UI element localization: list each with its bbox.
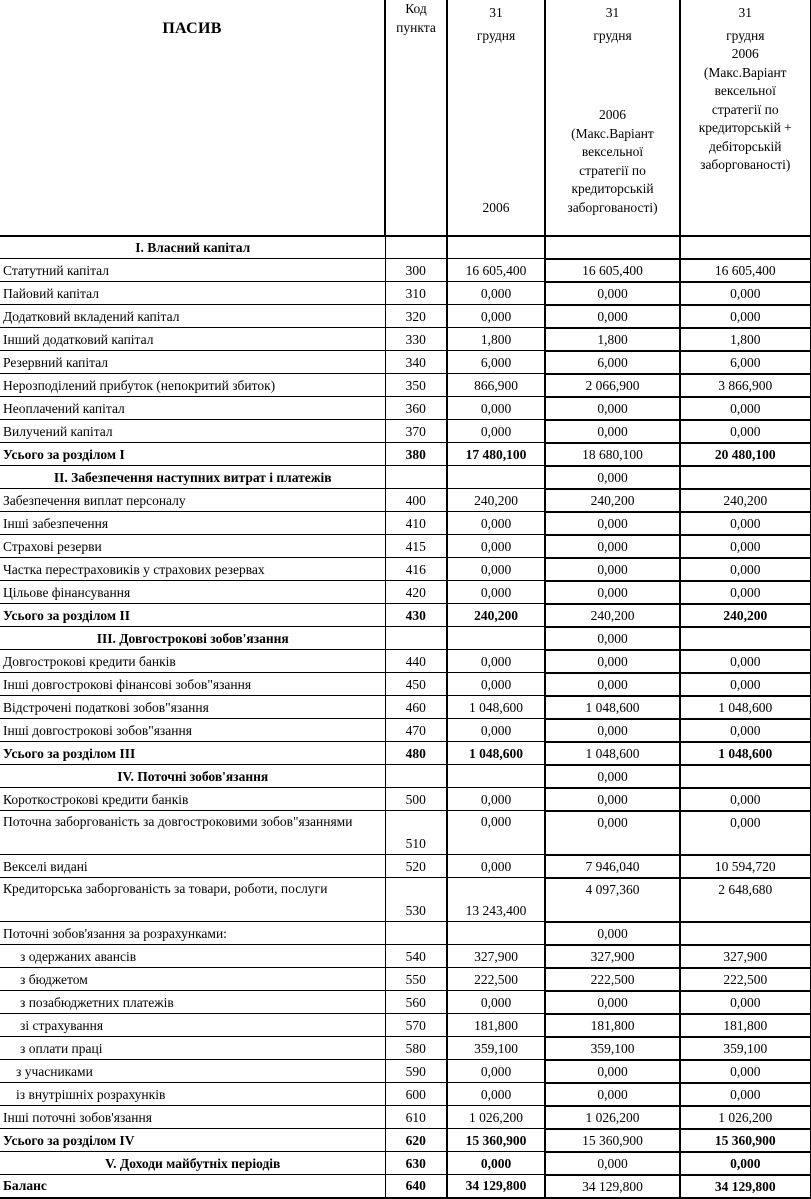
column-header-period-1 [447,0,545,236]
row-value-period-3: 0,000 [680,811,810,855]
table-row [0,1014,810,1037]
row-code: 416 [385,558,447,581]
row-value-period-3 [680,466,810,489]
row-value-period-2: 7 946,040 [545,855,680,878]
column-header-line: 2006 [599,107,626,122]
row-value-period-2 [545,236,680,259]
row-label: зі страхування [0,1014,385,1037]
column-header-line: грудня [726,27,765,43]
table-row [0,719,810,742]
row-code: 590 [385,1060,447,1083]
table-row [0,489,810,512]
row-label: Поточна заборгованість за довгостроковими зобов"язаннями [0,811,385,855]
row-value-period-2: 0,000 [545,765,680,788]
row-value-period-2: 0,000 [545,673,680,696]
row-label: Усього за розділом IV [0,1129,385,1152]
row-value-period-2: 0,000 [545,1060,680,1083]
column-header-line: (Макс.Варіант [571,125,654,141]
row-code: 480 [385,742,447,765]
table-row [0,581,810,604]
row-code: 640 [385,1175,447,1198]
row-value-period-1: 0,000 [447,512,545,535]
code-label-line: пункта [396,19,436,35]
row-value-period-3: 0,000 [680,420,810,443]
row-value-period-2: 0,000 [545,1083,680,1106]
row-value-period-1: 16 605,400 [447,259,545,282]
code-label-line: Код [405,1,427,16]
row-label: Відстрочені податкові зобов"язання [0,696,385,719]
row-value-period-2: 327,900 [545,945,680,968]
row-value-period-3: 1 026,200 [680,1106,810,1129]
row-value-period-1: 6,000 [447,351,545,374]
row-value-period-2: 359,100 [545,1037,680,1060]
row-value-period-1: 0,000 [447,719,545,742]
row-value-period-2: 34 129,800 [545,1175,680,1198]
row-value-period-1: 1 026,200 [447,1106,545,1129]
row-value-period-2: 0,000 [545,305,680,328]
table-row [0,512,810,535]
row-code: 610 [385,1106,447,1129]
section-total-row [0,1152,810,1175]
row-code: 350 [385,374,447,397]
table-row [0,282,810,305]
row-value-period-2: 1,800 [545,328,680,351]
row-code: 330 [385,328,447,351]
row-value-period-3 [680,922,810,945]
row-value-period-2: 0,000 [545,811,680,855]
column-header-line: вексельної [581,144,644,159]
row-label: із внутрішніх розрахунків [0,1083,385,1106]
row-value-period-3: 240,200 [680,489,810,512]
row-value-period-2: 15 360,900 [545,1129,680,1152]
row-value-period-2: 6,000 [545,351,680,374]
column-header-top [683,4,808,175]
row-value-period-1: 0,000 [447,1083,545,1106]
row-value-period-1: 327,900 [447,945,545,968]
table-row [0,650,810,673]
row-value-period-1: 0,000 [447,788,545,811]
table-row [0,1037,810,1060]
row-value-period-2: 0,000 [545,535,680,558]
table-header-row [0,0,810,236]
row-label: Пайовий капітал [0,282,385,305]
column-header-bottom [450,199,542,218]
row-value-period-3: 0,000 [680,535,810,558]
row-value-period-2: 1 048,600 [545,696,680,719]
column-header-line: (Макс.Варіант [703,64,787,80]
row-value-period-2: 0,000 [545,922,680,945]
row-value-period-3: 327,900 [680,945,810,968]
row-value-period-1 [447,765,545,788]
row-value-period-2: 1 026,200 [545,1106,680,1129]
row-value-period-2: 1 048,600 [545,742,680,765]
row-value-period-3: 20 480,100 [680,443,810,466]
row-code: 460 [385,696,447,719]
row-label: з оплати праці [0,1037,385,1060]
row-value-period-2: 0,000 [545,627,680,650]
row-value-period-3: 2 648,680 [680,878,810,922]
column-header-line: 31 [738,5,752,20]
row-value-period-1: 0,000 [447,282,545,305]
row-code: 510 [385,811,447,855]
row-value-period-3: 0,000 [680,788,810,811]
table-row [0,351,810,374]
column-header-line: кредиторській + [698,120,792,135]
row-code: 470 [385,719,447,742]
row-value-period-2: 0,000 [545,719,680,742]
row-code: 620 [385,1129,447,1152]
row-code: 420 [385,581,447,604]
row-value-period-1: 1,800 [447,328,545,351]
row-code [385,466,447,489]
row-value-period-1: 0,000 [447,1060,545,1083]
column-header-period-3 [680,0,810,236]
row-label: Усього за розділом І [0,443,385,466]
row-value-period-2: 0,000 [545,650,680,673]
row-value-period-2: 0,000 [545,1152,680,1175]
column-header-line: заборгованості) [567,199,658,215]
row-code: 570 [385,1014,447,1037]
row-value-period-1: 0,000 [447,1152,545,1175]
row-label: Інші довгострокові зобов"язання [0,719,385,742]
row-label: IV. Поточні зобов'язання [0,765,385,788]
row-code: 520 [385,855,447,878]
row-value-period-3: 0,000 [680,650,810,673]
table-row [0,558,810,581]
row-value-period-1 [447,922,545,945]
row-value-period-2: 0,000 [545,466,680,489]
row-value-period-1: 1 048,600 [447,696,545,719]
row-value-period-3: 1,800 [680,328,810,351]
row-code: 415 [385,535,447,558]
section-total-row [0,742,810,765]
row-code: 540 [385,945,447,968]
row-value-period-1: 17 480,100 [447,443,545,466]
table-row [0,696,810,719]
row-value-period-1: 15 360,900 [447,1129,545,1152]
column-header-title [0,0,385,236]
row-value-period-3: 0,000 [680,305,810,328]
row-label: Векселі видані [0,855,385,878]
row-value-period-1: 0,000 [447,397,545,420]
row-label: Цільове фінансування [0,581,385,604]
row-label: Короткострокові кредити банків [0,788,385,811]
row-code: 310 [385,282,447,305]
row-value-period-2: 0,000 [545,581,680,604]
row-code: 500 [385,788,447,811]
row-label: Довгострокові кредити банків [0,650,385,673]
row-label: ІІ. Забезпечення наступних витрат і платежів [0,466,385,489]
row-value-period-3: 1 048,600 [680,742,810,765]
section-total-row [0,443,810,466]
column-header-code [385,0,447,236]
column-header-line: дебіторській [709,138,782,154]
column-header-period-2 [545,0,680,236]
row-label: Усього за розділом ІІ [0,604,385,627]
row-code: 410 [385,512,447,535]
row-value-period-1: 0,000 [447,855,545,878]
column-header-line: вексельної [714,83,776,98]
table-row [0,328,810,351]
row-value-period-3: 0,000 [680,673,810,696]
row-label: Усього за розділом ІІІ [0,742,385,765]
row-value-period-2: 0,000 [545,788,680,811]
row-value-period-1: 866,900 [447,374,545,397]
row-value-period-2: 0,000 [545,420,680,443]
row-label: з позабюджетних платежів [0,991,385,1014]
section-total-row [0,604,810,627]
row-code: 360 [385,397,447,420]
row-value-period-1: 0,000 [447,305,545,328]
column-header-top [450,4,542,45]
row-value-period-1: 0,000 [447,673,545,696]
balance-total-row [0,1175,810,1198]
row-label: Інші довгострокові фінансові зобов"язання [0,673,385,696]
row-label: Частка перестраховиків у страхових резервах [0,558,385,581]
table-row [0,945,810,968]
row-value-period-1: 0,000 [447,811,545,855]
row-value-period-2: 181,800 [545,1014,680,1037]
row-label: Кредиторська заборгованість за товари, роботи, послуги [0,878,385,922]
table-row [0,673,810,696]
row-value-period-3: 359,100 [680,1037,810,1060]
table-row [0,305,810,328]
row-value-period-2: 16 605,400 [545,259,680,282]
row-label: з учасниками [0,1060,385,1083]
column-header-line: 31 [605,5,620,20]
row-label: Неоплачений капітал [0,397,385,420]
column-header-line: грудня [476,27,516,43]
row-label: ІІІ. Довгострокові зобов'язання [0,627,385,650]
row-value-period-1: 0,000 [447,535,545,558]
row-value-period-3: 240,200 [680,604,810,627]
row-code: 600 [385,1083,447,1106]
row-value-period-2: 0,000 [545,282,680,305]
row-label: Нерозподілений прибуток (непокритий збиток) [0,374,385,397]
row-code: 450 [385,673,447,696]
row-label: V. Доходи майбутніх періодів [0,1152,385,1175]
row-code: 430 [385,604,447,627]
table-row [0,991,810,1014]
row-label: Забезпечення виплат персоналу [0,489,385,512]
table-row [0,1060,810,1083]
column-header-line: грудня [593,27,632,43]
row-label: Поточні зобов'язання за розрахунками: [0,922,385,945]
row-value-period-3: 0,000 [680,719,810,742]
row-value-period-3 [680,236,810,259]
section-header-row [0,765,810,788]
row-code [385,922,447,945]
column-header-line: 2006 [731,46,759,61]
row-value-period-2: 18 680,100 [545,443,680,466]
table-row [0,855,810,878]
row-value-period-3: 0,000 [680,558,810,581]
row-value-period-3: 0,000 [680,1060,810,1083]
column-header-line: стратегії по [711,101,779,117]
row-label: Баланс [0,1175,385,1198]
row-value-period-3: 16 605,400 [680,259,810,282]
row-value-period-3: 1 048,600 [680,696,810,719]
row-value-period-1: 0,000 [447,558,545,581]
row-value-period-2: 4 097,360 [545,878,680,922]
row-value-period-3 [680,627,810,650]
row-value-period-1: 13 243,400 [447,878,545,922]
row-value-period-3: 34 129,800 [680,1175,810,1198]
table-row [0,1083,810,1106]
row-code: 550 [385,968,447,991]
row-value-period-3: 10 594,720 [680,855,810,878]
row-code [385,627,447,650]
row-label: Інші забезпечення [0,512,385,535]
row-value-period-1: 1 048,600 [447,742,545,765]
row-label: Інші поточні зобов'язання [0,1106,385,1129]
row-code: 560 [385,991,447,1014]
row-value-period-3: 0,000 [680,1083,810,1106]
row-value-period-1: 181,800 [447,1014,545,1037]
row-value-period-2: 0,000 [545,991,680,1014]
row-value-period-3: 3 866,900 [680,374,810,397]
row-value-period-2: 240,200 [545,604,680,627]
row-code [385,236,447,259]
section-total-row [0,1129,810,1152]
row-value-period-2: 0,000 [545,397,680,420]
row-value-period-3: 15 360,900 [680,1129,810,1152]
row-label: І. Власний капітал [0,236,385,259]
row-code: 370 [385,420,447,443]
row-value-period-3: 0,000 [680,991,810,1014]
row-label: з бюджетом [0,968,385,991]
row-value-period-2: 0,000 [545,512,680,535]
column-header-line: кредиторській [571,181,654,196]
row-value-period-1: 359,100 [447,1037,545,1060]
row-value-period-1: 0,000 [447,581,545,604]
row-value-period-1: 0,000 [447,991,545,1014]
row-value-period-1: 0,000 [447,650,545,673]
row-code: 630 [385,1152,447,1175]
row-label: Страхові резерви [0,535,385,558]
row-value-period-2: 2 066,900 [545,374,680,397]
row-code: 320 [385,305,447,328]
table-row [0,535,810,558]
column-header-bottom [548,106,677,217]
column-header-line: заборгованості) [700,157,791,172]
column-header-line: 31 [489,5,503,20]
column-header-line: стратегії по [579,162,646,178]
table-row [0,397,810,420]
table-row [0,259,810,282]
section-header-row [0,236,810,259]
row-value-period-1: 222,500 [447,968,545,991]
column-header-top [548,4,677,45]
table-row [0,811,810,855]
row-value-period-1 [447,627,545,650]
row-value-period-3: 181,800 [680,1014,810,1037]
row-label: Статутний капітал [0,259,385,282]
row-code: 300 [385,259,447,282]
row-code: 440 [385,650,447,673]
row-code [385,765,447,788]
row-value-period-3: 222,500 [680,968,810,991]
row-value-period-1 [447,466,545,489]
row-code: 380 [385,443,447,466]
row-label: Інший додатковий капітал [0,328,385,351]
row-code: 340 [385,351,447,374]
row-value-period-2: 222,500 [545,968,680,991]
row-value-period-3: 6,000 [680,351,810,374]
table-row [0,420,810,443]
row-value-period-1: 240,200 [447,489,545,512]
row-label: Резервний капітал [0,351,385,374]
table-row [0,1106,810,1129]
row-label: з одержаних авансів [0,945,385,968]
row-value-period-1: 0,000 [447,420,545,443]
section-header-row [0,627,810,650]
row-value-period-3: 0,000 [680,1152,810,1175]
row-value-period-3: 0,000 [680,397,810,420]
table-row [0,374,810,397]
column-header-line: 2006 [482,199,510,215]
table-row [0,878,810,922]
row-code: 400 [385,489,447,512]
table-row [0,968,810,991]
page-title: ПАСИВ [162,20,222,37]
row-value-period-1 [447,236,545,259]
row-value-period-3: 0,000 [680,581,810,604]
row-label: Вилучений капітал [0,420,385,443]
row-value-period-3 [680,765,810,788]
row-code: 530 [385,878,447,922]
section-header-row [0,466,810,489]
row-value-period-3: 0,000 [680,282,810,305]
row-value-period-1: 34 129,800 [447,1175,545,1198]
row-value-period-3: 0,000 [680,512,810,535]
row-value-period-1: 240,200 [447,604,545,627]
row-value-period-2: 0,000 [545,558,680,581]
row-value-period-2: 240,200 [545,489,680,512]
row-code: 580 [385,1037,447,1060]
table-row [0,788,810,811]
table-body [0,236,810,1198]
row-label: Додатковий вкладений капітал [0,305,385,328]
table-row [0,922,810,945]
